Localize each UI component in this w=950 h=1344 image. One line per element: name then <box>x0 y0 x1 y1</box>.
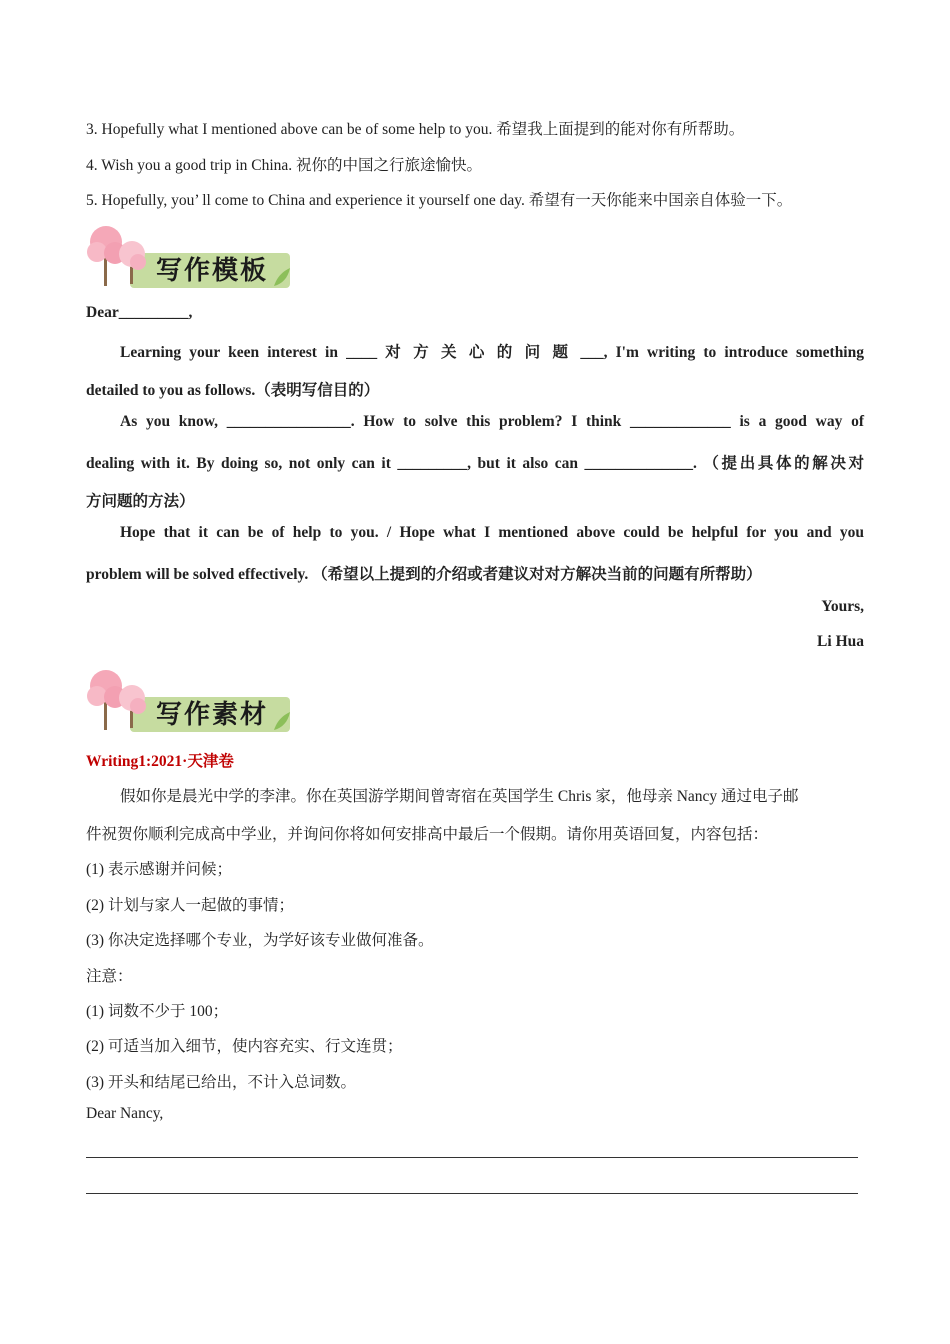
section-title-material: 写作素材 <box>156 700 269 730</box>
template-p3-line1: Hope that it can be of help to you. / Hope what I mentioned above could be helpful for you and you <box>120 524 864 541</box>
writing1-note-2: (2) 可适当加入细节，使内容充实、行文连贯； <box>86 1038 403 1055</box>
writing1-item-3: (3) 你决定选择哪个专业，为学好该专业做何准备。 <box>86 932 434 949</box>
answer-line-1 <box>86 1157 858 1158</box>
section-banner-material <box>86 664 296 734</box>
answer-line-2 <box>86 1193 858 1194</box>
template-salutation: Dear_________, <box>86 304 193 321</box>
writing1-note-label: 注意： <box>86 968 133 985</box>
section-banner-template <box>86 220 296 290</box>
phrase-line-3: 3. Hopefully what I mentioned above can be of some help to you. 希望我上面提到的能对你有所帮助。 <box>86 121 745 138</box>
template-closing: Yours, <box>821 598 864 615</box>
writing1-para-line1: 假如你是晨光中学的李津。你在英国游学期间曾寄宿在英国学生 Chris 家，他母亲 Nancy 通过电子邮 <box>120 788 799 805</box>
template-p3-line2: problem will be solved effectively. （希望以上提到的介绍或者建议对对方解决当前的问题有所帮助） <box>86 566 762 583</box>
template-p2-line2: dealing with it. By doing so, not only can it _________, but it also can ______________. （提出具体的解决对 <box>86 455 864 472</box>
phrase-line-5: 5. Hopefully, you’ ll come to China and experience it yourself one day. 希望有一天你能来中国亲自体验一下。 <box>86 192 793 209</box>
writing1-heading: Writing1:2021·天津卷 <box>86 753 234 770</box>
phrase-line-4: 4. Wish you a good trip in China. 祝你的中国之行旅途愉快。 <box>86 157 483 174</box>
writing1-note-3: (3) 开头和结尾已给出，不计入总词数。 <box>86 1074 356 1091</box>
writing1-para-line2: 件祝贺你顺利完成高中学业，并询问你将如何安排高中最后一个假期。请你用英语回复，内容包括： <box>86 826 769 843</box>
template-p1-line1: Learning your keen interest in ____ 对 方 关 心 的 问 题 ___, I'm writing to introduce something <box>120 344 864 361</box>
template-p2-line1: As you know, ________________. How to solve this problem? I think _____________ is a good way of <box>120 413 864 430</box>
template-p2-line3: 方问题的方法） <box>86 493 195 510</box>
template-p1-line2: detailed to you as follows.（表明写信目的） <box>86 382 380 399</box>
writing1-item-2: (2) 计划与家人一起做的事情； <box>86 897 294 914</box>
writing1-greeting: Dear Nancy, <box>86 1105 164 1122</box>
writing1-item-1: (1) 表示感谢并问候； <box>86 861 232 878</box>
section-title-template: 写作模板 <box>156 256 269 286</box>
template-signature: Li Hua <box>817 633 864 650</box>
writing1-note-1: (1) 词数不少于 100； <box>86 1003 229 1020</box>
